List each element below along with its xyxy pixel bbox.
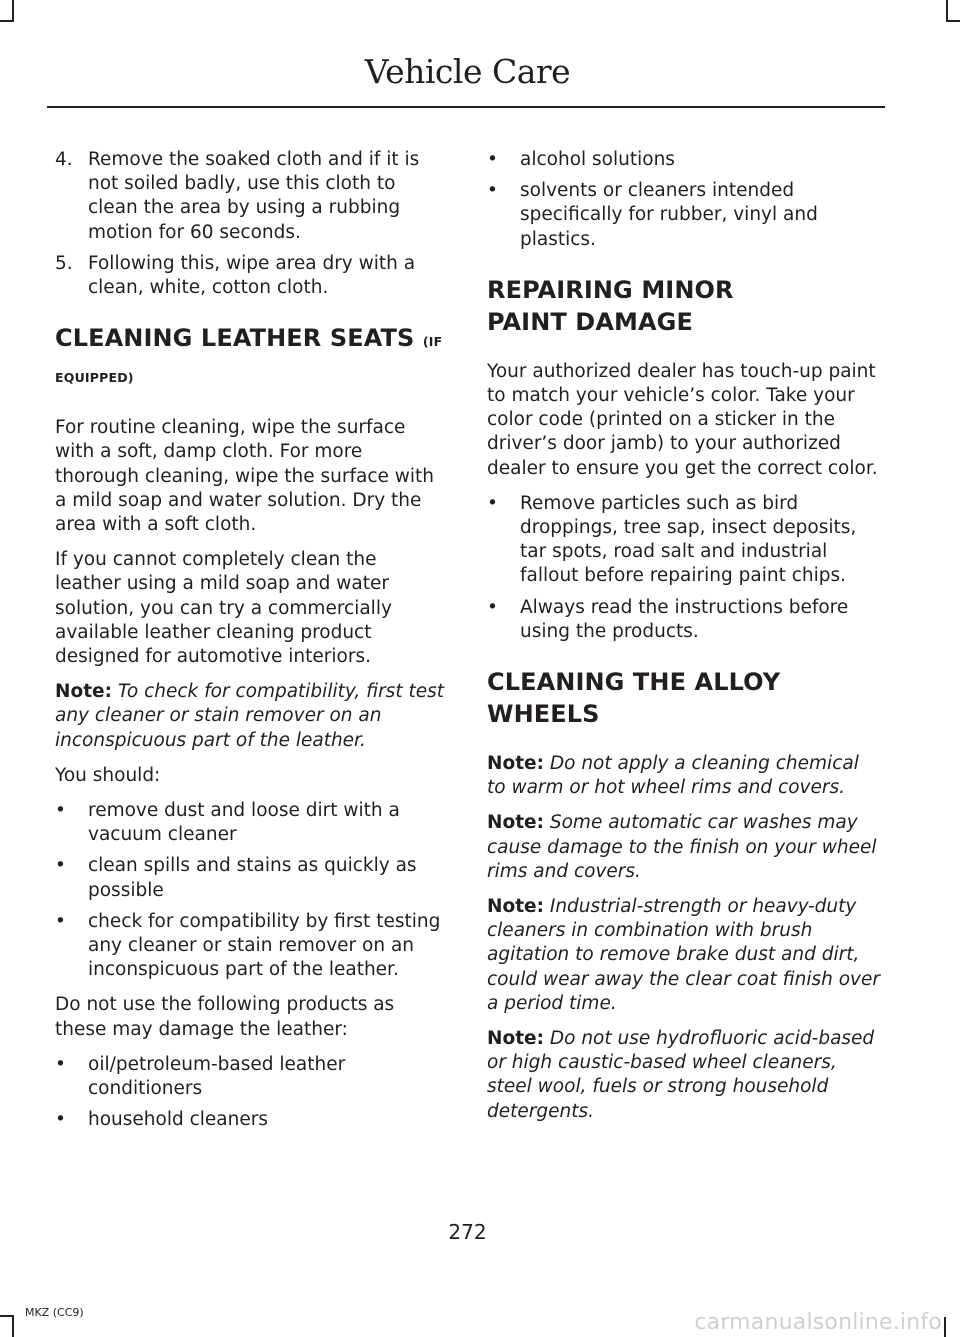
crop-mark [0,1315,14,1317]
section-heading-leather: CLEANING LEATHER SEATS (IF EQUIPPED) [55,324,443,386]
section-heading-paint: REPAIRING MINOR PAINT DAMAGE [487,275,734,336]
numbered-steps [55,148,447,300]
list-item: • household cleaners [55,1109,268,1131]
crop-mark [946,20,960,22]
model-code: MKZ (CC9) [25,1306,84,1319]
list-item: • alcohol solutions [487,149,675,170]
list-item: • remove dust and loose dirt with a vacuum cleaner [55,800,400,846]
paragraph: Your authorized dealer has touch-up paint to match your vehicle’s color. Take your color code (printed on a sticker in the driver’s door jamb) to your authorized dealer to ensure you get the correct color. [487,360,878,479]
crop-mark [0,20,14,22]
page-title: Vehicle Care [364,52,571,91]
paragraph: If you cannot completely clean the leather using a mild soap and water solution, you can try a commercially available leather cleaning product designed for automotive interiors. [55,549,392,668]
bullet-list [487,492,882,644]
paragraph: For routine cleaning, wipe the surface with a soft, damp cloth. For more thorough cleaning, wipe the surface with a mild soap and water solution. Dry the area with a soft cloth. [55,417,435,536]
list-item: • Always read the instructions before using the products. [487,596,849,642]
header-divider [47,106,885,108]
right-column [487,148,882,1135]
note: Note: Do not apply a cleaning chemical to warm or hot wheel rims and covers. [487,753,859,799]
list-item: • Remove particles such as bird droppings, tree sap, insect deposits, tar spots, road salt and industrial fallout before repairing paint chips. [487,492,857,587]
bullet-list [487,148,882,252]
section-heading-wheels: CLEANING THE ALLOY WHEELS [487,668,781,729]
paragraph: Do not use the following products as these may damage the leather: [55,994,395,1040]
list-item: • clean spills and stains as quickly as possible [55,855,417,901]
crop-mark [946,0,948,20]
crop-mark [12,1317,14,1337]
left-column [55,148,447,1144]
crop-mark [944,1317,946,1337]
note: Note: Industrial-strength or heavy-duty cleaners in combination with brush agitation to remove brake dust and dirt, could wear away the clear coat finish over a period time. [487,896,880,1014]
list-item: 4. Remove the soaked cloth and if it is not soiled badly, use this cloth to clean the area by using a rubbing motion for 60 seconds. [55,149,420,243]
note: Note: Do not use hydrofluoric acid-based or high caustic-based wheel cleaners, steel wool, fuels or strong household detergents. [487,1028,875,1122]
note: Note: Some automatic car washes may cause damage to the finish on your wheel rims and covers. [487,812,877,882]
paragraph: You should: [55,764,161,786]
page-number: 272 [448,1220,487,1244]
bullet-list [55,1053,447,1133]
list-item: 5. Following this, wipe area dry with a clean, white, cotton cloth. [55,252,416,299]
crop-mark [12,0,14,20]
list-item: • check for compatibility by first testing any cleaner or stain remover on an inconspicuous part of the leather. [55,910,441,981]
list-item: • oil/petroleum-based leather conditioners [55,1053,346,1100]
watermark: carmanualsonline.info [694,1310,942,1335]
list-item: • solvents or cleaners intended specifically for rubber, vinyl and plastics. [487,180,818,250]
bullet-list [55,799,447,982]
note: Note: To check for compatibility, first test any cleaner or stain remover on an inconspicuous part of the leather. [55,681,444,751]
